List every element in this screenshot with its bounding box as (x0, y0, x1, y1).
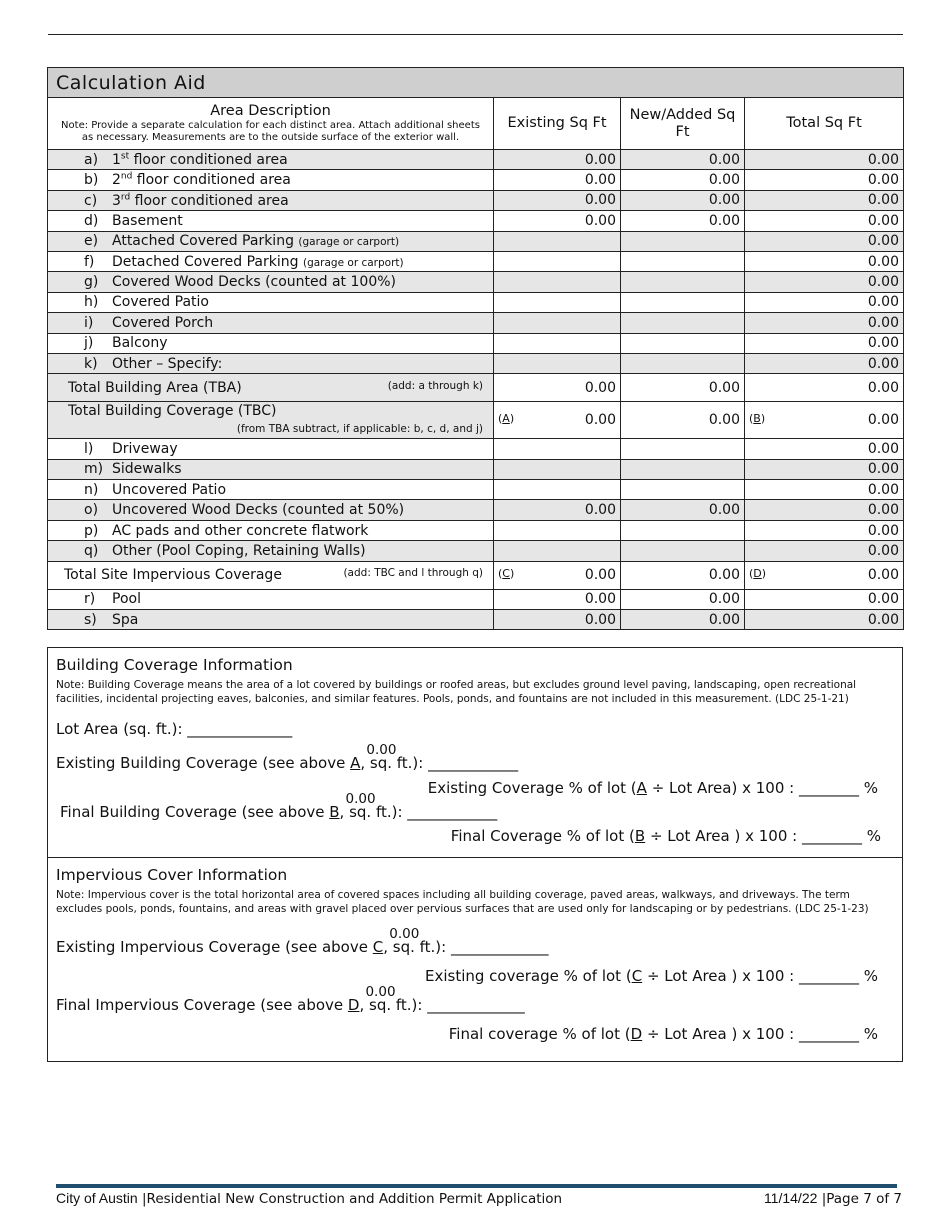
existing-ic-pct-flag: C (631, 967, 643, 985)
existing-bc-suffix: , sq. ft.): ____________ (360, 754, 519, 772)
existing-sqft-cell[interactable]: 0.00 (494, 500, 621, 520)
existing-sqft-cell[interactable] (494, 231, 621, 251)
header-new-added: New/Added Sq Ft (621, 98, 745, 150)
table-row (48, 251, 904, 271)
table-row (48, 520, 904, 540)
existing-sqft-cell[interactable] (494, 313, 621, 333)
existing-sqft-cell[interactable] (494, 439, 621, 459)
header-note: Note: Provide a separate calculation for each distinct area. Attach additional sheets as necessary. Measurements are to the outside surface of the exterior wall. (61, 120, 480, 143)
header-existing: Existing Sq Ft (494, 98, 621, 150)
row-label: Covered Patio (112, 294, 209, 311)
new-sqft-cell[interactable]: 0.00 (621, 589, 745, 609)
table-row (48, 231, 904, 251)
new-sqft-cell[interactable] (621, 292, 745, 312)
total-sqft-cell[interactable]: 0.00 (745, 520, 904, 540)
total-sqft-cell[interactable]: 0.00 (745, 610, 904, 630)
building-coverage-section (47, 647, 903, 858)
row-note: (garage or carport) (302, 256, 404, 269)
existing-sqft-cell[interactable]: 0.00 (494, 589, 621, 609)
existing-pct-flag: A (636, 779, 647, 797)
table-row (48, 353, 904, 373)
row-description (48, 251, 494, 271)
table-row (48, 170, 904, 190)
existing-sqft-cell[interactable]: 0.00 (494, 610, 621, 630)
final-pct-suffix: ÷ Lot Area ) x 100 : ________ % (645, 827, 881, 845)
table-row (48, 313, 904, 333)
row-letter: p) (84, 522, 99, 539)
row-letter: g) (84, 274, 99, 291)
impervious-cover-section (47, 857, 903, 1062)
final-ic-flag: D (347, 996, 360, 1014)
tsic-existing-value: 0.00 (584, 567, 616, 584)
tbc-label: Total Building Coverage (TBC) (68, 403, 277, 420)
final-bc-label: Final Building Coverage (see above (60, 803, 330, 821)
existing-ic-suffix: , sq. ft.): _____________ (383, 938, 549, 956)
tsic-total-value: 0.00 (867, 567, 899, 584)
footer-page-number: |Page 7 of 7 (817, 1191, 902, 1207)
footer-right (764, 1190, 902, 1207)
row-description (48, 333, 494, 353)
table-title: Calculation Aid (48, 68, 904, 98)
existing-building-coverage-field[interactable] (56, 742, 519, 772)
total-sqft-cell[interactable]: 0.00 (745, 292, 904, 312)
final-ic-pct-suffix: ÷ Lot Area ) x 100 : ________ % (642, 1025, 878, 1043)
row-label: Basement (112, 212, 183, 229)
table-row (48, 480, 904, 500)
building-coverage-title: Building Coverage Information (56, 656, 293, 674)
new-sqft-cell[interactable]: 0.00 (621, 500, 745, 520)
footer-doc-title: |Residential New Construction and Addition Permit Application (137, 1191, 563, 1207)
total-sqft-cell[interactable]: 0.00 (745, 231, 904, 251)
tbc-note: (from TBA subtract, if applicable: b, c, d, and j) (236, 423, 483, 436)
table-row (48, 292, 904, 312)
row-note: (garage or carport) (298, 236, 400, 249)
row-label: Driveway (112, 440, 178, 457)
existing-sqft-cell[interactable] (494, 292, 621, 312)
existing-ic-pct-suffix: ÷ Lot Area ) x 100 : ________ % (642, 967, 878, 985)
tsic-row (48, 561, 904, 589)
total-sqft-cell[interactable]: 0.00 (745, 211, 904, 231)
total-sqft-cell[interactable]: 0.00 (745, 150, 904, 170)
tba-label: Total Building Area (TBA) (68, 379, 242, 396)
tba-new[interactable]: 0.00 (621, 374, 745, 402)
existing-sqft-cell[interactable] (494, 459, 621, 479)
row-description (48, 292, 494, 312)
top-rule (48, 34, 903, 35)
row-letter: k) (84, 355, 98, 372)
row-description (48, 480, 494, 500)
row-label: 1st floor conditioned area (112, 151, 288, 169)
existing-sqft-cell[interactable] (494, 333, 621, 353)
tbc-existing[interactable]: (A) 0.00 (494, 402, 621, 439)
row-description (48, 589, 494, 609)
new-sqft-cell[interactable]: 0.00 (621, 610, 745, 630)
footer-date: 11/14/22 (763, 1190, 818, 1206)
row-label: 2nd floor conditioned area (112, 171, 291, 189)
header-total: Total Sq Ft (745, 98, 904, 150)
row-letter: n) (84, 481, 99, 498)
tsic-note: (add: TBC and l through q) (343, 567, 483, 580)
row-description (48, 500, 494, 520)
final-ic-value: 0.00 (365, 984, 396, 1000)
row-letter: q) (84, 542, 99, 559)
row-description (48, 190, 494, 210)
flag-c: C (502, 567, 510, 581)
total-sqft-cell[interactable]: 0.00 (745, 439, 904, 459)
existing-impervious-percent-field[interactable] (425, 967, 878, 985)
tsic-new[interactable]: 0.00 (621, 561, 745, 589)
existing-ic-flag: C (372, 938, 384, 956)
tbc-row (48, 402, 904, 439)
existing-ic-value: 0.00 (389, 926, 420, 942)
row-label: Spa (112, 611, 139, 628)
total-sqft-cell[interactable]: 0.00 (745, 251, 904, 271)
new-sqft-cell[interactable]: 0.00 (621, 190, 745, 210)
row-label: Uncovered Patio (112, 481, 227, 498)
row-label: Other – Specify: (112, 355, 223, 372)
lot-area-field[interactable]: Lot Area (sq. ft.): ______________ (56, 720, 293, 738)
row-label: Attached Covered Parking (112, 233, 294, 250)
final-pct-label: Final Coverage % of lot ( (450, 827, 635, 845)
existing-sqft-cell[interactable] (494, 353, 621, 373)
existing-sqft-cell[interactable]: 0.00 (494, 190, 621, 210)
total-sqft-cell[interactable]: 0.00 (745, 480, 904, 500)
total-sqft-cell[interactable]: 0.00 (745, 170, 904, 190)
total-sqft-cell[interactable]: 0.00 (745, 541, 904, 561)
tba-existing[interactable]: 0.00 (494, 374, 621, 402)
existing-ic-pct-label: Existing coverage % of lot ( (425, 967, 632, 985)
final-building-coverage-field[interactable] (60, 791, 498, 821)
row-letter: l) (84, 440, 94, 457)
table-row (48, 211, 904, 231)
impervious-cover-title: Impervious Cover Information (56, 866, 288, 884)
calculation-aid-table (47, 67, 904, 630)
final-bc-flag: B (329, 803, 340, 821)
total-sqft-cell[interactable]: 0.00 (745, 272, 904, 292)
tsic-total[interactable]: (D) 0.00 (745, 561, 904, 589)
final-impervious-percent-field[interactable] (449, 1025, 878, 1043)
tba-note: (add: a through k) (387, 379, 483, 392)
building-coverage-note: Note: Building Coverage means the area of a lot covered by buildings or roofed areas, but excludes ground level paving, landscaping, open recreational facilities, incidental projecting eaves, balconies, and similar features. Pools, ponds, and fountains are not included in this measurement. (LDC 25-1-21) (56, 679, 857, 705)
final-ic-pct-label: Final coverage % of lot ( (448, 1025, 631, 1043)
header-area-label: Area Description (210, 103, 331, 119)
row-letter: s) (84, 611, 97, 628)
row-label: Covered Porch (112, 314, 214, 331)
final-bc-suffix: , sq. ft.): ____________ (339, 803, 498, 821)
total-sqft-cell[interactable]: 0.00 (745, 190, 904, 210)
row-label: Sidewalks (112, 461, 182, 478)
existing-bc-value: 0.00 (366, 742, 397, 758)
total-sqft-cell[interactable]: 0.00 (745, 353, 904, 373)
flag-b: B (753, 412, 761, 426)
row-description (48, 231, 494, 251)
row-description (48, 272, 494, 292)
new-sqft-cell[interactable]: 0.00 (621, 211, 745, 231)
total-sqft-cell[interactable]: 0.00 (745, 333, 904, 353)
tba-total[interactable]: 0.00 (745, 374, 904, 402)
final-coverage-percent-field[interactable] (451, 827, 881, 845)
total-sqft-cell[interactable]: 0.00 (745, 459, 904, 479)
row-description (48, 353, 494, 373)
row-letter: h) (84, 294, 99, 311)
flag-a: A (502, 412, 510, 426)
row-label: Balcony (112, 335, 168, 352)
new-sqft-cell[interactable] (621, 251, 745, 271)
row-letter: e) (84, 233, 99, 250)
existing-pct-label: Existing Coverage % of lot ( (427, 779, 637, 797)
existing-sqft-cell[interactable]: 0.00 (494, 211, 621, 231)
new-sqft-cell[interactable] (621, 272, 745, 292)
row-label: Uncovered Wood Decks (counted at 50%) (112, 502, 405, 519)
row-letter: m) (84, 461, 104, 478)
row-letter: i) (84, 314, 94, 331)
table-row (48, 190, 904, 210)
existing-coverage-percent-field[interactable] (428, 779, 878, 797)
table-row (48, 610, 904, 630)
existing-ic-label: Existing Impervious Coverage (see above (56, 938, 373, 956)
table-row (48, 589, 904, 609)
row-label: 3rd floor conditioned area (112, 192, 289, 209)
final-ic-pct-flag: D (630, 1025, 643, 1043)
row-description (48, 541, 494, 561)
row-description (48, 610, 494, 630)
total-sqft-cell[interactable]: 0.00 (745, 589, 904, 609)
row-description (48, 520, 494, 540)
tba-row (48, 374, 904, 402)
row-label: Pool (112, 591, 141, 608)
row-description (48, 150, 494, 170)
row-description (48, 459, 494, 479)
existing-sqft-cell[interactable] (494, 480, 621, 500)
total-sqft-cell[interactable]: 0.00 (745, 500, 904, 520)
row-letter: f) (84, 253, 95, 270)
existing-pct-suffix: ÷ Lot Area) x 100 : ________ % (646, 779, 878, 797)
new-sqft-cell[interactable] (621, 520, 745, 540)
footer-left (56, 1190, 562, 1207)
row-letter: b) (84, 172, 99, 189)
row-label: AC pads and other concrete flatwork (112, 522, 369, 539)
existing-sqft-cell[interactable] (494, 541, 621, 561)
tbc-new[interactable]: 0.00 (621, 402, 745, 439)
final-impervious-field[interactable] (56, 984, 525, 1014)
row-label: Covered Wood Decks (counted at 100%) (112, 274, 396, 291)
new-sqft-cell[interactable] (621, 459, 745, 479)
final-ic-suffix: , sq. ft.): _____________ (359, 996, 525, 1014)
row-letter: j) (84, 335, 94, 352)
row-letter: d) (84, 212, 99, 229)
header-area-description (48, 98, 494, 150)
footer-rule (56, 1184, 897, 1188)
row-letter: o) (84, 502, 99, 519)
new-sqft-cell[interactable] (621, 439, 745, 459)
flag-d: D (753, 567, 762, 581)
new-sqft-cell[interactable] (621, 313, 745, 333)
table-row (48, 459, 904, 479)
table-row (48, 272, 904, 292)
table-row (48, 150, 904, 170)
new-sqft-cell[interactable]: 0.00 (621, 170, 745, 190)
table-row (48, 541, 904, 561)
existing-bc-flag: A (350, 754, 361, 772)
new-sqft-cell[interactable] (621, 353, 745, 373)
row-letter: r) (84, 591, 96, 608)
row-description (48, 439, 494, 459)
row-letter: a) (84, 152, 99, 169)
row-letter: c) (84, 192, 98, 209)
existing-sqft-cell[interactable] (494, 272, 621, 292)
row-description (48, 211, 494, 231)
impervious-cover-note: Note: Impervious cover is the total horizontal area of covered spaces including all building coverage, paved areas, walkways, and driveways. The term excludes pools, ponds, fountains, and areas with gravel placed over pervious surfaces that are used only for landscaping or by pedestrians. (LDC 25-1-23) (56, 889, 869, 915)
table-row (48, 333, 904, 353)
row-description (48, 170, 494, 190)
final-pct-flag: B (634, 827, 646, 845)
new-sqft-cell[interactable] (621, 480, 745, 500)
total-sqft-cell[interactable]: 0.00 (745, 313, 904, 333)
tsic-label: Total Site Impervious Coverage (64, 567, 282, 584)
footer-org: City of Austin (56, 1190, 138, 1206)
existing-sqft-cell[interactable]: 0.00 (494, 170, 621, 190)
existing-impervious-field[interactable] (56, 926, 549, 956)
row-label: Detached Covered Parking (112, 253, 299, 270)
final-ic-label: Final Impervious Coverage (see above (56, 996, 348, 1014)
existing-sqft-cell[interactable] (494, 520, 621, 540)
new-sqft-cell[interactable] (621, 231, 745, 251)
tbc-total[interactable]: (B) 0.00 (745, 402, 904, 439)
new-sqft-cell[interactable] (621, 333, 745, 353)
new-sqft-cell[interactable]: 0.00 (621, 150, 745, 170)
table-row (48, 439, 904, 459)
tbc-total-value: 0.00 (867, 412, 899, 429)
tbc-existing-value: 0.00 (584, 412, 616, 429)
final-bc-value: 0.00 (345, 791, 376, 807)
existing-bc-label: Existing Building Coverage (see above (56, 754, 351, 772)
new-sqft-cell[interactable] (621, 541, 745, 561)
existing-sqft-cell[interactable] (494, 251, 621, 271)
row-description (48, 313, 494, 333)
existing-sqft-cell[interactable]: 0.00 (494, 150, 621, 170)
row-label: Other (Pool Coping, Retaining Walls) (112, 542, 366, 559)
table-row (48, 500, 904, 520)
tsic-existing[interactable]: (C) 0.00 (494, 561, 621, 589)
